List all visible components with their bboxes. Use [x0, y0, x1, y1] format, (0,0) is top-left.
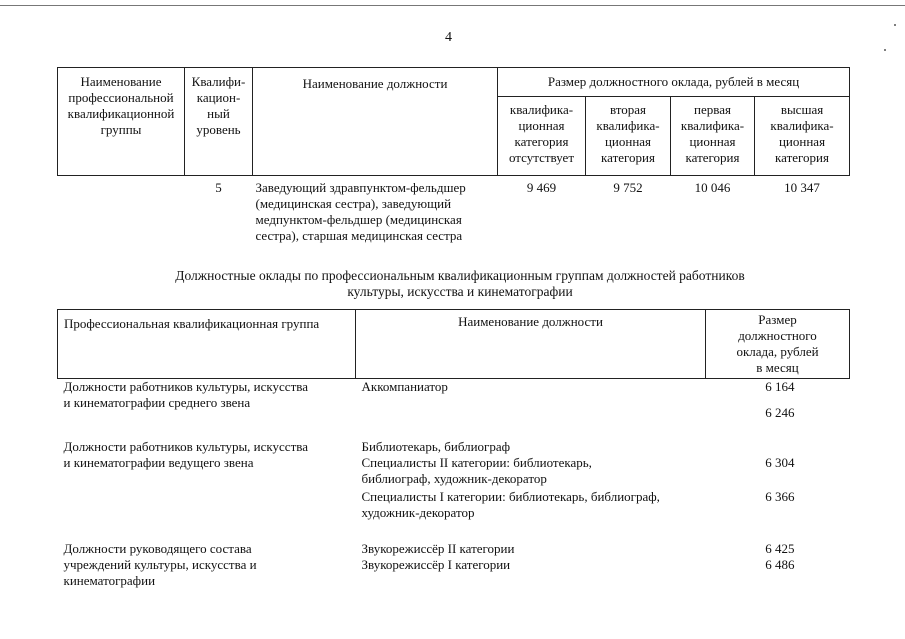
header-category-highest: высшая квалифика- ционная категория [755, 97, 850, 176]
position-name: Звукорежиссёр II категории [361, 541, 515, 556]
salary-first-category: 10 046 [694, 180, 731, 195]
header-position-name: Наименование должности [356, 310, 706, 379]
header-professional-group: Наименование профессиональной квалификационной группы [58, 68, 185, 176]
group-name: Должности работников культуры, искусства и кинематографии ведущего звена [63, 439, 308, 470]
scan-edge-line [0, 5, 905, 6]
table-row [58, 439, 850, 455]
salary-highest-category: 10 347 [784, 180, 820, 195]
salary-value: 6 425 [765, 541, 795, 556]
salary-second-category: 9 752 [613, 180, 643, 195]
salary-value: 6 164 [765, 379, 795, 394]
salary-no-category: 9 469 [526, 180, 557, 195]
position-name [356, 395, 706, 421]
header-qualification-level: Квалифи- кацион- ный уровень [185, 68, 253, 176]
medical-salary-table [57, 67, 850, 244]
page-number: 4 [445, 30, 452, 45]
position-name: Специалисты II категории: библиотекарь, библиограф, художник-декоратор [361, 455, 592, 486]
spacer-row [58, 521, 850, 541]
table-row [58, 541, 850, 557]
spacer-row [58, 421, 850, 439]
table-row [58, 176, 850, 245]
header-category-first: первая квалифика- ционная категория [671, 97, 755, 176]
section-title: Должностные оклады по профессиональным квалификационным группам должностей работников культуры, искусства и кинематографии [175, 268, 745, 299]
position-name: Звукорежиссёр I категории [361, 557, 511, 572]
position-name: Библиотекарь, библиограф [361, 439, 511, 454]
group-cell [58, 176, 185, 245]
level-cell: 5 [215, 180, 222, 195]
position-name: Аккомпаниатор [361, 379, 448, 394]
salary-value [706, 439, 850, 455]
table-row [58, 379, 850, 396]
group-name: Должности работников культуры, искусства и кинематографии среднего звена [63, 379, 308, 410]
header-professional-group: Профессиональная квалификационная группа [58, 310, 356, 379]
header-salary: Размер должностного оклада, рублей в месяц [498, 68, 850, 97]
scan-speck [894, 24, 896, 26]
header-salary: Размер должностного оклада, рублей в месяц [706, 310, 850, 379]
scan-speck [884, 49, 886, 51]
salary-value: 6 246 [765, 405, 795, 420]
header-position-name: Наименование должности [253, 68, 498, 176]
salary-value: 6 486 [765, 557, 795, 572]
header-category-none: квалифика- ционная категория отсутствует [498, 97, 586, 176]
position-name: Специалисты I категории: библиотекарь, библиограф, художник-декоратор [361, 489, 660, 520]
group-name: Должности руководящего состава учреждений культуры, искусства и кинематографии [63, 541, 257, 588]
header-category-second: вторая квалифика- ционная категория [586, 97, 671, 176]
position-cell: Заведующий здравпунктом-фельдшер (медицинская сестра), заведующий медпунктом-фельдшер (медицинская сестра), старшая медицинская сестра [255, 180, 466, 243]
salary-value: 6 366 [765, 489, 795, 504]
salary-value: 6 304 [765, 455, 795, 470]
culture-salary-table [57, 309, 850, 589]
